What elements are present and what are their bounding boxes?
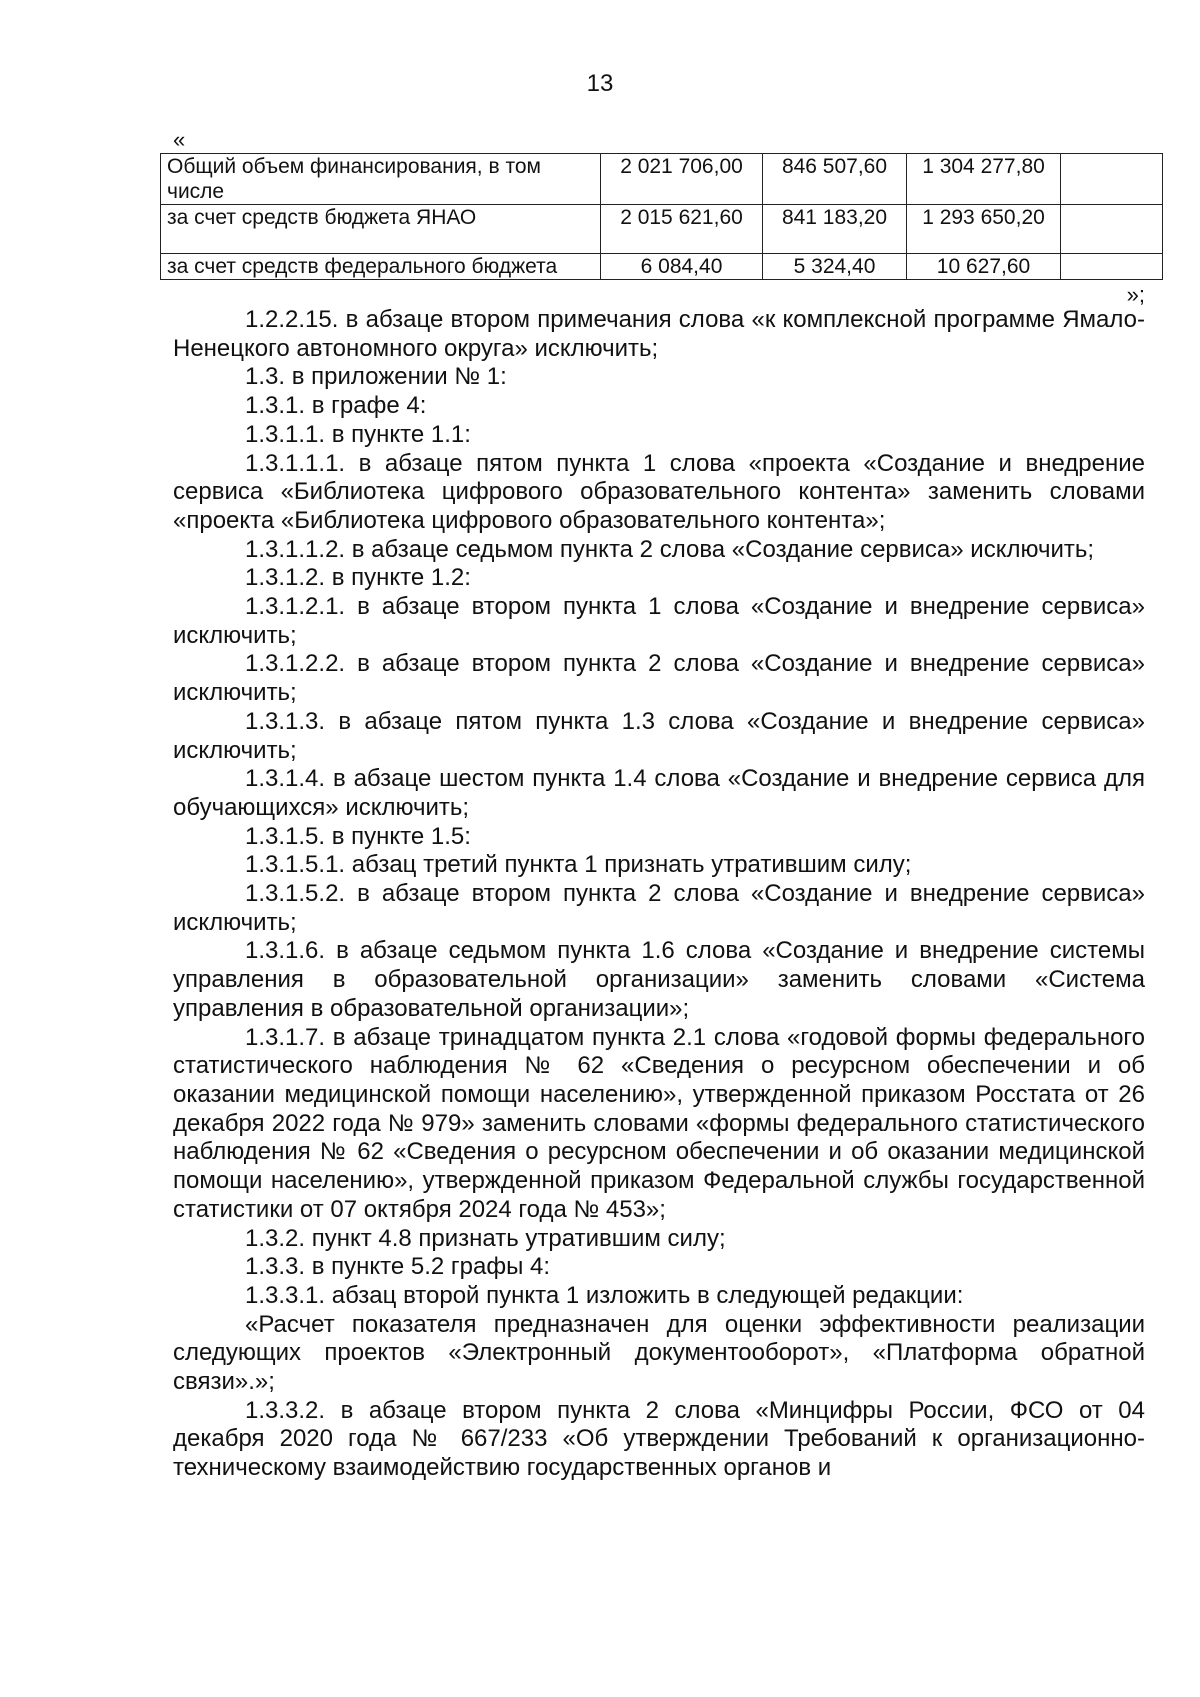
table-cell-value: 841 183,20 [763,205,907,254]
paragraph: 1.3.1.1. в пункте 1.1: [245,420,471,448]
paragraph: 1.3.1.5.1. абзац третий пункта 1 признать утратившим силу; [245,851,912,879]
paragraph: 1.3.2. пункт 4.8 признать утратившим силу; [245,1224,726,1252]
paragraph: 1.3.1.7. в абзаце тринадцатом пункта 2.1 слова «годовой формы федерального статистического наблюдения № 62 «Сведения о ресурсном обеспечении и об оказании медицинской помощи населению», утвержденной приказом Росстата от 26 декабря 2022 года № 979» заменить словами «формы федерального статистического наблюдения № 62 «Сведения о ресурсном обеспечении и об оказании медицинской помощи населению», утвержденной приказом Федеральной службы государственной статистики от 07 октября 2024 года № 453»; [173,1023,1145,1223]
paragraph: «Расчет показателя предназначен для оценки эффективности реализации следующих проектов «Электронный документооборот», «Платформа обратной связи».»; [173,1310,1145,1396]
quote-close-mark: »; [1126,282,1145,307]
table-cell-value: 1 293 650,20 [907,205,1061,254]
table-cell-value [1061,205,1163,254]
table-cell-value: 1 304 277,80 [907,154,1061,205]
financing-table [160,153,1163,280]
paragraph: 1.3.1. в графе 4: [245,392,427,420]
table-cell-label: за счет средств бюджета ЯНАО [161,205,601,254]
table-cell-value: 846 507,60 [763,154,907,205]
quote-open-mark: « [173,127,186,152]
paragraph: 1.3.1.2.1. в абзаце втором пункта 1 слова «Создание и внедрение сервиса» исключить; [173,593,1145,649]
paragraph: 1.3.3. в пункте 5.2 графы 4: [245,1253,551,1281]
page-number: 13 [586,70,614,97]
table-row [161,154,1163,205]
table-row [161,205,1163,254]
paragraph: 1.3.3.1. абзац второй пункта 1 изложить в следующей редакции: [245,1281,964,1309]
table-cell-label: Общий объем финансирования, в том числе [161,154,601,205]
table-cell-value [1061,254,1163,280]
paragraph: 1.2.2.15. в абзаце втором примечания слова «к комплексной программе Ямало-Ненецкого автономного округа» исключить; [173,306,1145,362]
paragraph: 1.3.1.5. в пункте 1.5: [245,822,471,850]
table-cell-value [1061,154,1163,205]
paragraph: 1.3.1.6. в абзаце седьмом пункта 1.6 слова «Создание и внедрение системы управления в образовательной организации» заменить словами «Система управления в образовательной организации»; [173,937,1145,1022]
paragraph: 1.3.1.5.2. в абзаце втором пункта 2 слова «Создание и внедрение сервиса» исключить; [173,880,1145,936]
paragraph: 1.3.1.1.2. в абзаце седьмом пункта 2 слова «Создание сервиса» исключить; [245,535,1095,563]
table-cell-value: 10 627,60 [907,254,1061,280]
paragraph: 1.3. в приложении № 1: [245,363,507,391]
table-cell-value: 2 015 621,60 [601,205,763,254]
paragraph: 1.3.1.4. в абзаце шестом пункта 1.4 слова «Создание и внедрение сервиса для обучающихся» исключить; [173,765,1145,821]
table-cell-value: 5 324,40 [763,254,907,280]
paragraph: 1.3.1.2.2. в абзаце втором пункта 2 слова «Создание и внедрение сервиса» исключить; [173,650,1145,707]
table-cell-value: 6 084,40 [601,254,763,280]
paragraph: 1.3.1.1.1. в абзаце пятом пункта 1 слова «проекта «Создание и внедрение сервиса «Библиотека цифрового образовательного контента» заменить словами «проекта «Библиотека цифрового образовательного контента»; [173,449,1145,534]
paragraph: 1.3.1.3. в абзаце пятом пункта 1.3 слова «Создание и внедрение сервиса» исключить; [173,707,1145,764]
document-body [173,306,1145,1483]
table-row [161,254,1163,280]
paragraph: 1.3.1.2. в пункте 1.2: [245,564,471,592]
table-cell-value: 2 021 706,00 [601,154,763,205]
table-cell-label: за счет средств федерального бюджета [161,254,601,280]
paragraph: 1.3.3.2. в абзаце втором пункта 2 слова «Минцифры России, ФСО от 04 декабря 2020 года № 667/233 «Об утверждении Требований к организационно-техническому взаимодействию государственных органов и [173,1396,1145,1482]
